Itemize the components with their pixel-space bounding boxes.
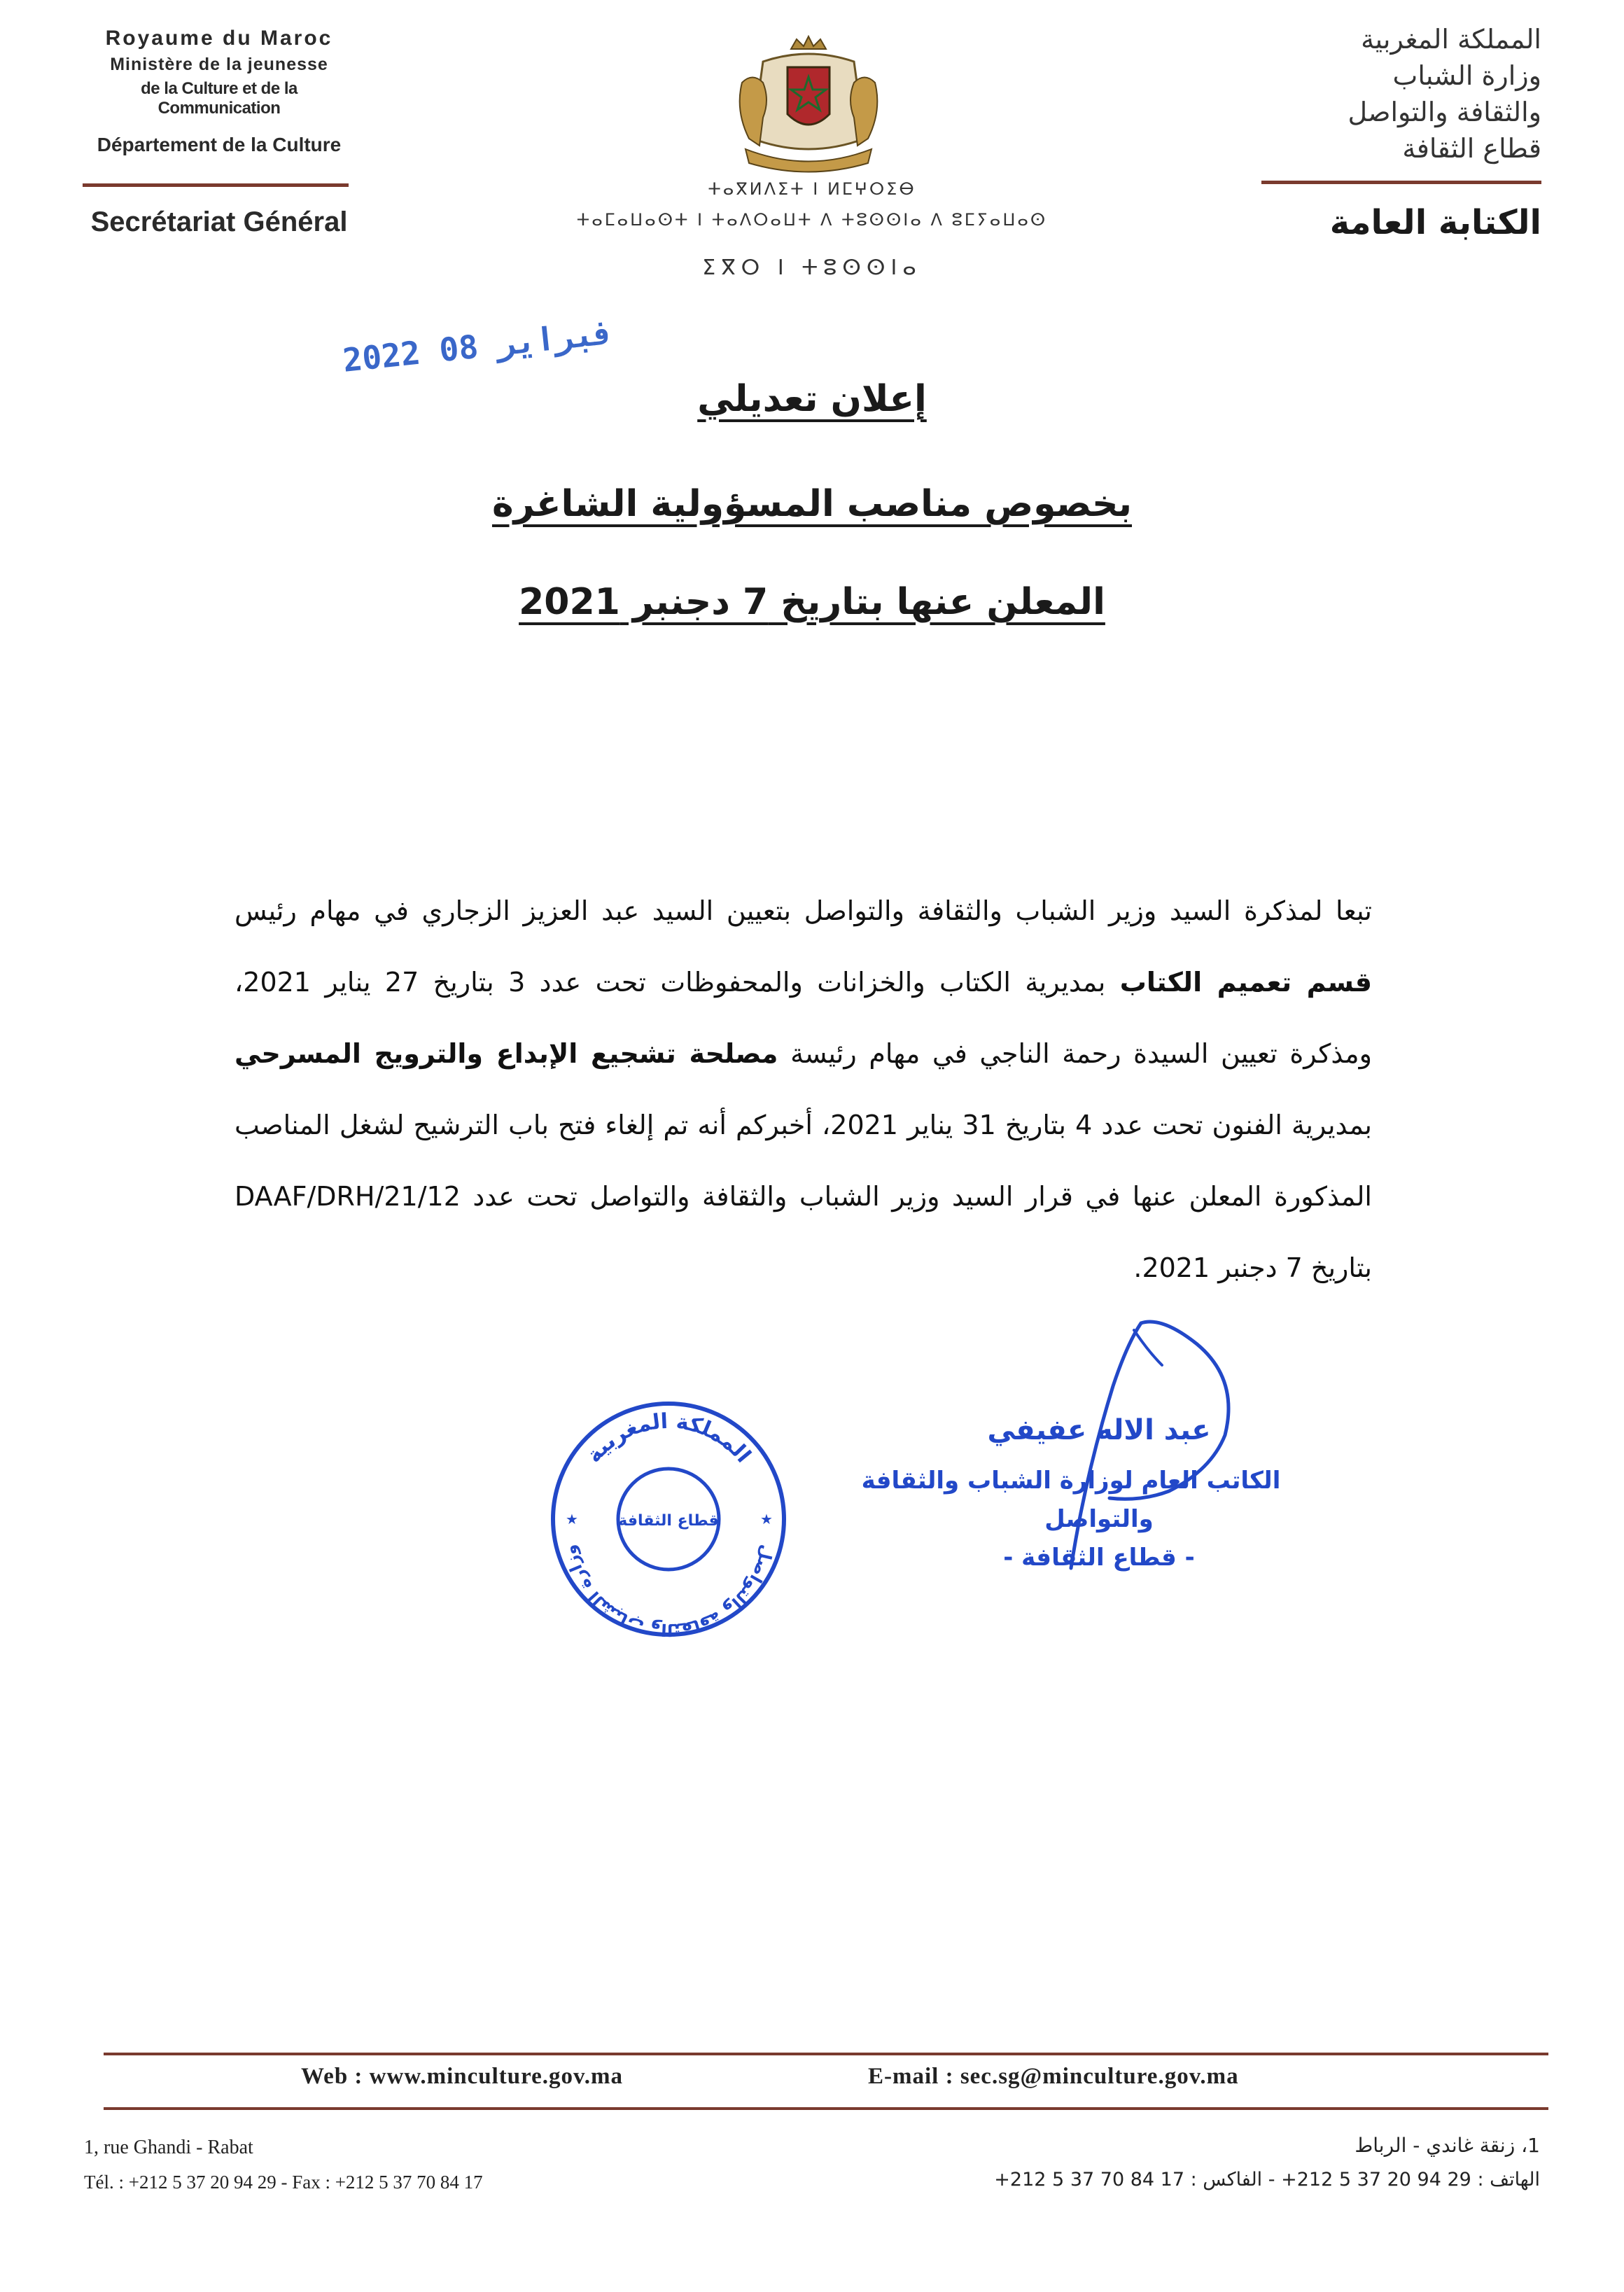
signatory-sector: - قطاع الثقافة - (1003, 1544, 1195, 1572)
date-stamp: 2022 فبراير 08 (341, 313, 615, 379)
body-text-3: بمديرية الفنون تحت عدد 4 بتاريخ 31 يناير 2021، أخبركم أنه تم إلغاء فتح باب الترشيح لشغل المناصب المذكورة المعلن عنها في قرار السيد وزير الشباب والثقافة والتواصل تحت عدد 12/DAAF/DRH/21 بتاريخ 7 دجنبر 2021. (234, 1110, 1373, 1283)
tifinagh-country: ⵜⴰⴳⵍⴷⵉⵜ ⵏ ⵍⵎⵖⵔⵉⴱ (708, 179, 916, 199)
footer-rule-bottom (104, 2107, 1548, 2110)
seal-outer-top-text: المملكة المغربية (582, 1409, 756, 1468)
signatory-title-cont: والتواصل (1044, 1505, 1154, 1533)
announcement-title: إعلان تعديلي (697, 378, 927, 420)
body-text-2: بمديرية الكتاب والخزانات والمحفوظات تحت عدد 3 بتاريخ 27 يناير 2021، ومذكرة تعيين السيدة رحمة الناجي في مهام رئيسة (234, 967, 1372, 1069)
body-text-1: تبعا لمذكرة السيد وزير الشباب والثقافة والتواصل بتعيين السيد عبد العزيز الزجاري في مهام رئيس (234, 895, 1372, 926)
body-bold-service: مصلحة تشجيع الإبداع والترويج المسرحي (234, 1038, 778, 1069)
official-seal (539, 1390, 798, 1649)
footer-address-fr: 1, rue Ghandi - Rabat (84, 2137, 253, 2158)
department-ar: قطاع الثقافة (1402, 133, 1541, 164)
signatory-name: عبد الاله عفيفي (987, 1414, 1211, 1446)
footer-phone-ar: الهاتف : 29 94 20 37 5 212+ - الفاكس : 17 84 70 37 5 212+ (994, 2169, 1540, 2190)
footer-email[interactable]: E-mail : sec.sg@minculture.gov.ma (868, 2064, 1239, 2089)
tifinagh-ministry: ⵜⴰⵎⴰⵡⴰⵙⵜ ⵏ ⵜⴰⴷⵔⴰⵡⵜ ⴷ ⵜⵓⵙⵙⵏⴰ ⴷ ⵓⵎⵢⴰⵡⴰⵙ (576, 210, 1048, 230)
ministry-name-ar: وزارة الشباب (1392, 60, 1541, 91)
tifinagh-sector: ⵉⴳⵔ ⵏ ⵜⵓⵙⵙⵏⴰ (702, 256, 922, 280)
ministry-name-ar-cont: والثقافة والتواصل (1348, 97, 1541, 127)
seal-star-icon: ★ (760, 1511, 773, 1528)
svg-text:وزارة الشباب والثقافة والتواصل (560, 1543, 777, 1640)
footer-address-ar: 1، زنقة غاندي - الرباط (1354, 2134, 1540, 2157)
footer-website[interactable]: Web : www.minculture.gov.ma (301, 2064, 623, 2089)
svg-text:المملكة المغربية (582, 1409, 755, 1467)
ministry-name-fr-cont: de la Culture et de la Communication (141, 79, 298, 118)
signature-block (833, 1302, 1309, 1596)
header-rule-left (83, 183, 349, 187)
coat-of-arms-icon (721, 34, 896, 174)
footer-rule-top (104, 2053, 1548, 2055)
secretariat-ar: الكتابة العامة (1329, 203, 1541, 242)
secretariat-fr: Secrétariat Général (90, 207, 348, 237)
country-name-ar: المملكة المغربية (1361, 24, 1541, 55)
footer-phone-fr: Tél. : +212 5 37 20 94 29 - Fax : +212 5 37 70 84 17 (84, 2172, 483, 2193)
signatory-title: الكاتب العام لوزارة الشباب والثقافة (861, 1467, 1281, 1495)
body-bold-division: قسم تعميم الكتاب (1119, 967, 1373, 998)
announcement-date-line: المعلن عنها بتاريخ 7 دجنبر 2021 (519, 581, 1105, 623)
seal-outer-bottom-text: وزارة الشباب والثقافة والتواصل (559, 1543, 778, 1640)
seal-star-icon: ★ (566, 1511, 578, 1528)
header-arabic (1261, 21, 1541, 167)
department-fr: Département de la Culture (97, 134, 342, 155)
announcement-subtitle: بخصوص مناصب المسؤولية الشاغرة (491, 483, 1133, 525)
ministry-name-fr: Ministère de la jeunesse (110, 55, 328, 74)
header-french (83, 27, 356, 156)
header-rule-right (1261, 181, 1541, 184)
country-name-fr: Royaume du Maroc (105, 27, 333, 50)
body-paragraph (234, 875, 1372, 1304)
seal-inner-text: قطاع الثقافة (618, 1512, 719, 1530)
